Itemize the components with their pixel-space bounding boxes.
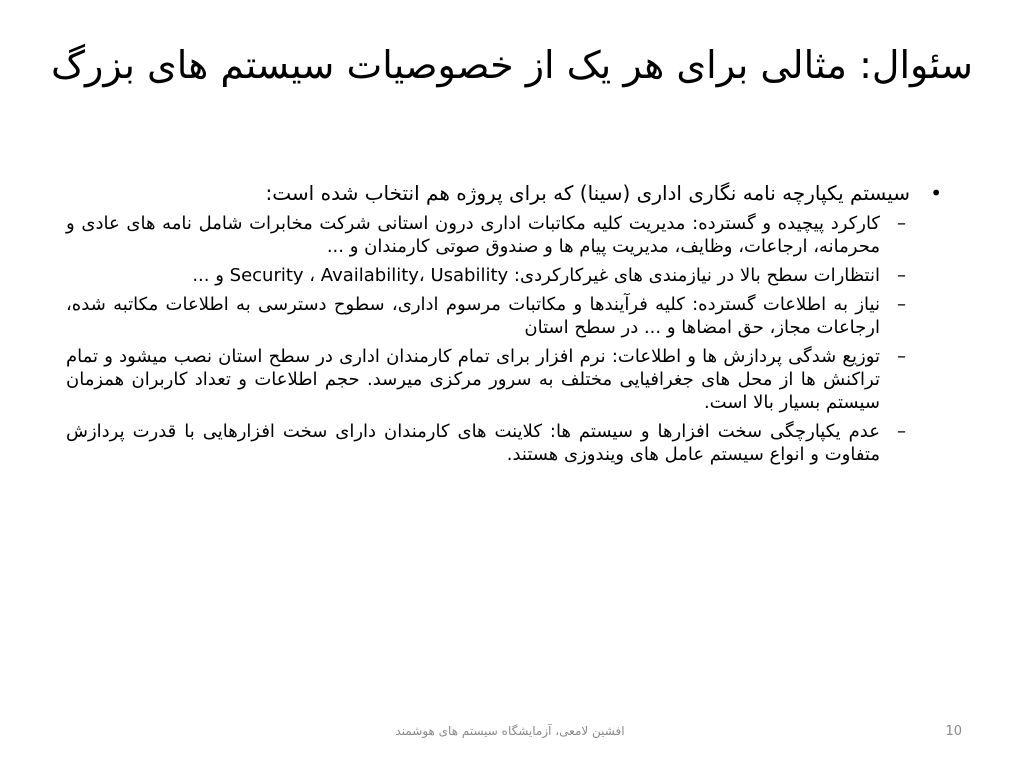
sub-bullet-text: توزیع شدگی پردازش ها و اطلاعات: نرم افزار برای تمام کارمندان اداری در سطح استان نصب میشود و تمام تراکنش ها از محل های جغرافیایی مختلف به سرور مرکزی میرسد. حجم اطلاعات و تعداد کاربران همزمان سیستم بسیار بالا است. bbox=[66, 346, 880, 413]
main-bullet bbox=[66, 180, 946, 206]
sub-bullet-text: انتظارات سطح بالا در نیازمندی های غیرکارکردی: bbox=[508, 265, 880, 286]
slide-title: سئوال: مثالی برای هر یک از خصوصیات سیستم های بزرگ bbox=[50, 43, 973, 87]
slide-number: 10 bbox=[945, 724, 962, 739]
sub-bullet-item bbox=[66, 264, 946, 287]
sub-bullet-item bbox=[66, 345, 946, 414]
sub-bullet-text: عدم یکپارچگی سخت افزارها و سیستم ها: کلاینت های کارمندان دارای سخت افزارهایی با قدرت پردازش متفاوت و انواع سیستم عامل های ویندوزی هستند. bbox=[66, 421, 880, 465]
dash-icon: – bbox=[897, 421, 906, 442]
dash-icon: – bbox=[897, 346, 906, 367]
dash-icon: – bbox=[897, 265, 906, 286]
dash-icon: – bbox=[897, 213, 906, 234]
sub-bullet-text: نیاز به اطلاعات گسترده: کلیه فرآیندها و مکاتبات مرسوم اداری، سطوح دسترسی به اطلاعات مکاتبه شده، ارجاعات مجاز، حق امضاها و ... در سطح استان bbox=[66, 294, 880, 338]
slide-content bbox=[66, 180, 946, 472]
sub-bullet-item bbox=[66, 212, 946, 258]
sub-bullet-item bbox=[66, 293, 946, 339]
dash-icon: – bbox=[897, 294, 906, 315]
main-bullet-text: سیستم یکپارچه نامه نگاری اداری (سینا) که برای پروژه هم انتخاب شده است: bbox=[265, 181, 910, 205]
sub-bullet-item bbox=[66, 420, 946, 466]
bullet-dot-icon: • bbox=[930, 181, 942, 205]
nonfunctional-terms: Security ، Availability، Usability bbox=[229, 265, 509, 286]
sub-bullet-text: کارکرد پیچیده و گسترده: مدیریت کلیه مکاتبات اداری درون استانی شرکت مخابرات شامل نامه های عادی و محرمانه، ارجاعات، وظایف، مدیریت پیام ها و صندوق صوتی کارمندان و ... bbox=[66, 213, 880, 257]
sub-bullet-text-end: و ... bbox=[192, 265, 230, 286]
slide-footer: افشین لامعی، آزمایشگاه سیستم های هوشمند bbox=[395, 724, 625, 738]
sub-bullet-list bbox=[66, 212, 946, 466]
